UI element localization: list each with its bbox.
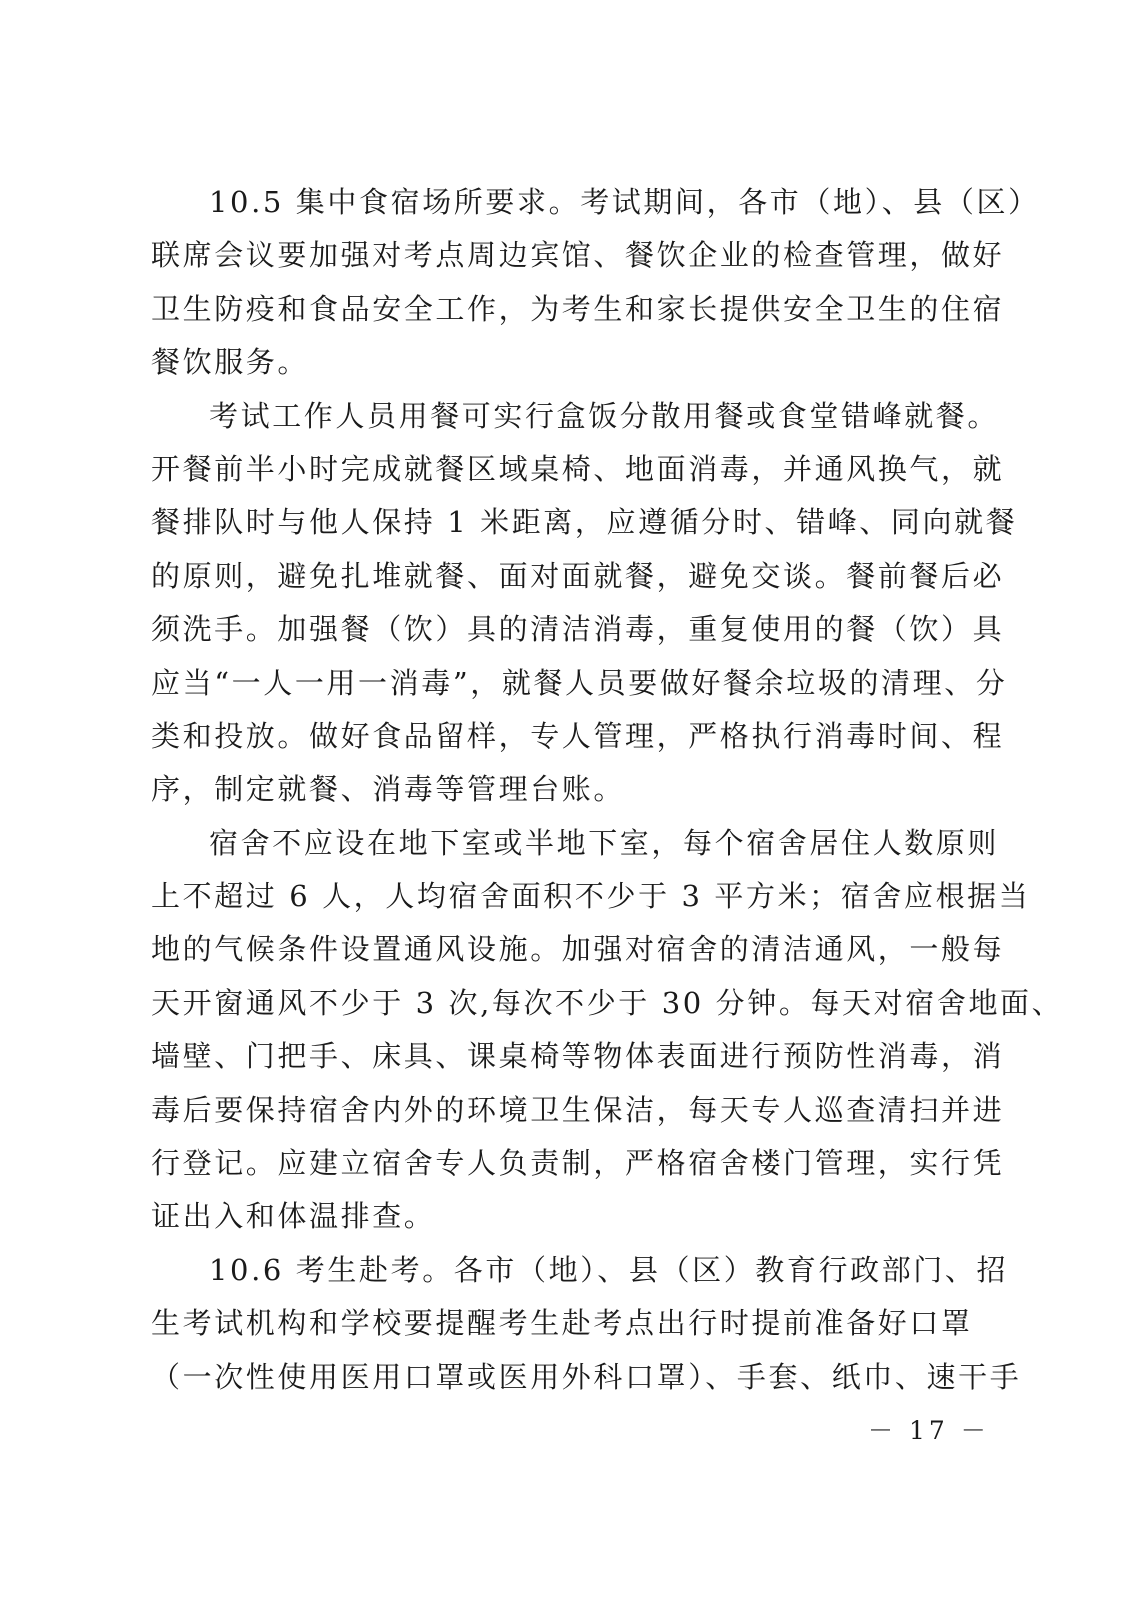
paragraph-line: （一次性使用医用口罩或医用外科口罩）、手套、纸巾、速干手 (151, 1359, 1022, 1394)
section-10-5-heading-line: 10.5 集中食宿场所要求。考试期间，各市（地）、县（区） (209, 185, 1040, 219)
page-number: － 17 － (868, 1416, 990, 1445)
paragraph-line: 类和投放。做好食品留样，专人管理，严格执行消毒时间、程 (151, 718, 1005, 753)
paragraph-line: 证出入和体温排查。 (151, 1199, 436, 1234)
paragraph-line: 开餐前半小时完成就餐区域桌椅、地面消毒，并通风换气，就 (151, 451, 1005, 486)
paragraph-line: 天开窗通风不少于 3 次,每次不少于 30 分钟。每天对宿舍地面、 (151, 985, 1064, 1020)
paragraph-line: 墙壁、门把手、床具、课桌椅等物体表面进行预防性消毒，消 (151, 1039, 1005, 1074)
paragraph-line: 联席会议要加强对考点周边宾馆、餐饮企业的检查管理，做好 (151, 238, 1005, 273)
paragraph-line: 考试工作人员用餐可实行盒饭分散用餐或食堂错峰就餐。 (209, 398, 1000, 433)
paragraph-line: 应当“一人一用一消毒”，就餐人员要做好餐余垃圾的清理、分 (151, 665, 1008, 700)
paragraph-line: 须洗手。加强餐（饮）具的清洁消毒，重复使用的餐（饮）具 (151, 612, 1005, 647)
paragraph-line: 餐排队时与他人保持 1 米距离，应遵循分时、错峰、同向就餐 (151, 505, 1018, 540)
paragraph-line: 餐饮服务。 (151, 345, 310, 380)
section-10-6-heading-line: 10.6 考生赴考。各市（地）、县（区）教育行政部门、招 (209, 1252, 1009, 1287)
paragraph-line: 上不超过 6 人，人均宿舍面积不少于 3 平方米；宿舍应根据当 (151, 879, 1031, 914)
paragraph-line: 的原则，避免扎堆就餐、面对面就餐，避免交谈。餐前餐后必 (151, 558, 1005, 593)
paragraph-line: 地的气候条件设置通风设施。加强对宿舍的清洁通风，一般每 (151, 932, 1005, 967)
paragraph-line: 卫生防疫和食品安全工作，为考生和家长提供安全卫生的住宿 (151, 291, 1005, 326)
body-text (151, 176, 1064, 1404)
paragraph-line: 宿舍不应设在地下室或半地下室，每个宿舍居住人数原则 (209, 825, 1000, 860)
paragraph-line: 行登记。应建立宿舍专人负责制，严格宿舍楼门管理，实行凭 (151, 1146, 1005, 1181)
paragraph-line: 毒后要保持宿舍内外的环境卫生保洁，每天专人巡查清扫并进 (151, 1092, 1005, 1127)
paragraph-line: 序，制定就餐、消毒等管理台账。 (151, 772, 626, 807)
paragraph-line: 生考试机构和学校要提醒考生赴考点出行时提前准备好口罩 (151, 1306, 973, 1341)
